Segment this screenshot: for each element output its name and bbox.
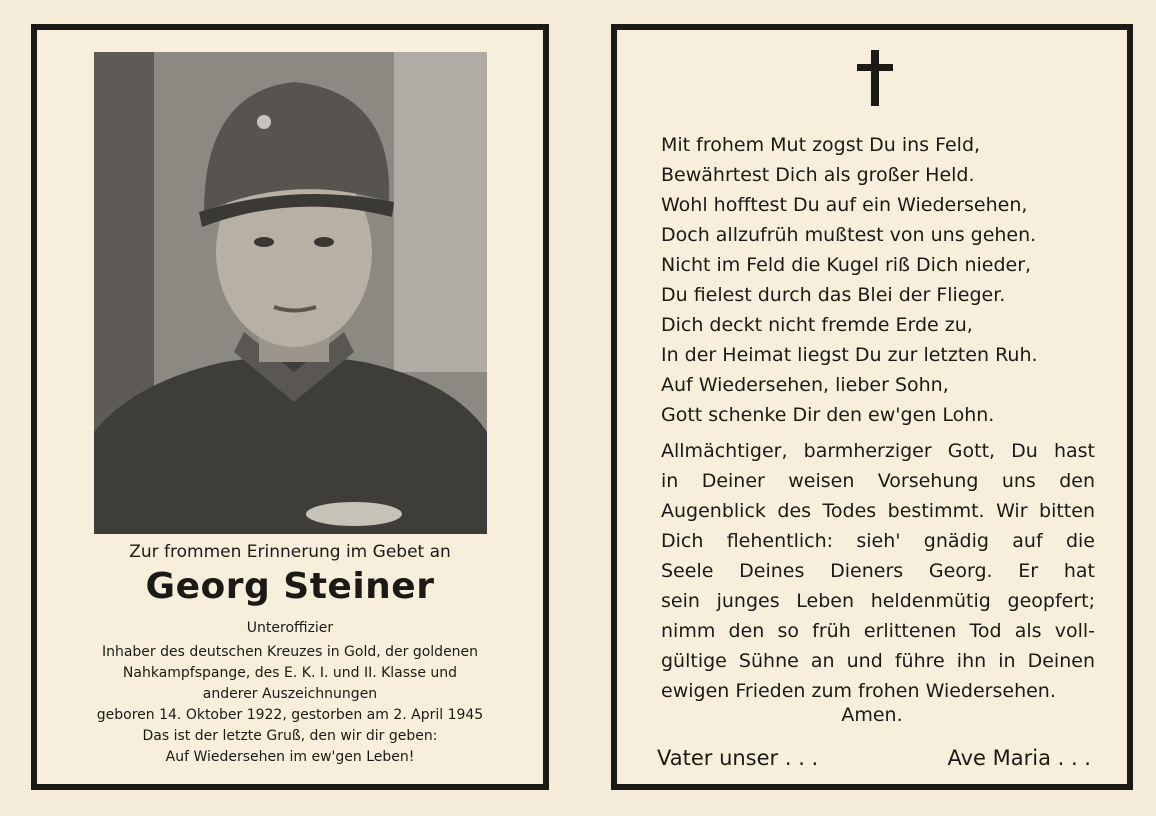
prayer-line: nimm den so früh erlittenen Tod als voll- (661, 620, 1095, 642)
detail-line: geboren 14. Oktober 1922, gestorben am 2. April 1945 (96, 707, 484, 723)
detail-line: anderer Auszeichnungen (202, 686, 378, 702)
poem-line: Bewährtest Dich als großer Held. (661, 164, 975, 186)
prayer-line: sein junges Leben heldenmütig geopfert; (661, 590, 1095, 612)
poem-line: Wohl hofftest Du auf ein Wiedersehen, (661, 194, 1028, 216)
memorial-card-front (31, 24, 549, 790)
intro-text: Zur frommen Erinnerung im Gebet an (129, 542, 451, 562)
biography-details (37, 642, 543, 768)
prayer (661, 436, 1095, 706)
prayer-line: Seele Deines Dieners Georg. Er hat (661, 560, 1095, 582)
deceased-name: Georg Steiner (145, 566, 435, 607)
prayer-line: Dich flehentlich: sieh' gnädig auf die (661, 530, 1095, 552)
detail-line: Das ist der letzte Gruß, den wir dir geben: (142, 728, 438, 744)
amen-text: Amen. (841, 704, 903, 726)
poem-line: Du fielest durch das Blei der Flieger. (661, 284, 1006, 306)
vater-unser-text: Vater unser . . . (657, 746, 819, 770)
poem-line: Dich deckt nicht fremde Erde zu, (661, 314, 973, 336)
prayer-line: Allmächtiger, barmherziger Gott, Du hast (661, 440, 1095, 462)
poem-line: Auf Wiedersehen, lieber Sohn, (661, 374, 949, 396)
prayer-line: Augenblick des Todes bestimmt. Wir bitten (661, 500, 1095, 522)
detail-line: Nahkampfspange, des E. K. I. und II. Klasse und (122, 665, 458, 681)
memorial-card-back (611, 24, 1133, 790)
prayer-line: in Deiner weisen Vorsehung uns den (661, 470, 1095, 492)
detail-line: Inhaber des deutschen Kreuzes in Gold, der goldenen (101, 644, 479, 660)
poem-line: Gott schenke Dir den ew'gen Lohn. (661, 404, 995, 426)
poem-line: Nicht im Feld die Kugel riß Dich nieder, (661, 254, 1032, 276)
portrait-photo (94, 52, 487, 534)
ave-maria-text: Ave Maria . . . (947, 746, 1091, 770)
poem-line: Doch allzufrüh mußtest von uns gehen. (661, 224, 1037, 246)
military-rank: Unteroffizier (246, 620, 334, 636)
soldier-portrait-image (94, 52, 487, 534)
prayer-line: gültige Sühne an und führe ihn in Deinen (661, 650, 1095, 672)
detail-line: Auf Wiedersehen im ew'gen Leben! (165, 749, 415, 765)
cross-icon (857, 50, 893, 106)
poem-line: In der Heimat liegst Du zur letzten Ruh. (661, 344, 1038, 366)
prayer-line: ewigen Frieden zum frohen Wiedersehen. (661, 680, 1056, 702)
poem (661, 130, 1101, 430)
poem-line: Mit frohem Mut zogst Du ins Feld, (661, 134, 981, 156)
